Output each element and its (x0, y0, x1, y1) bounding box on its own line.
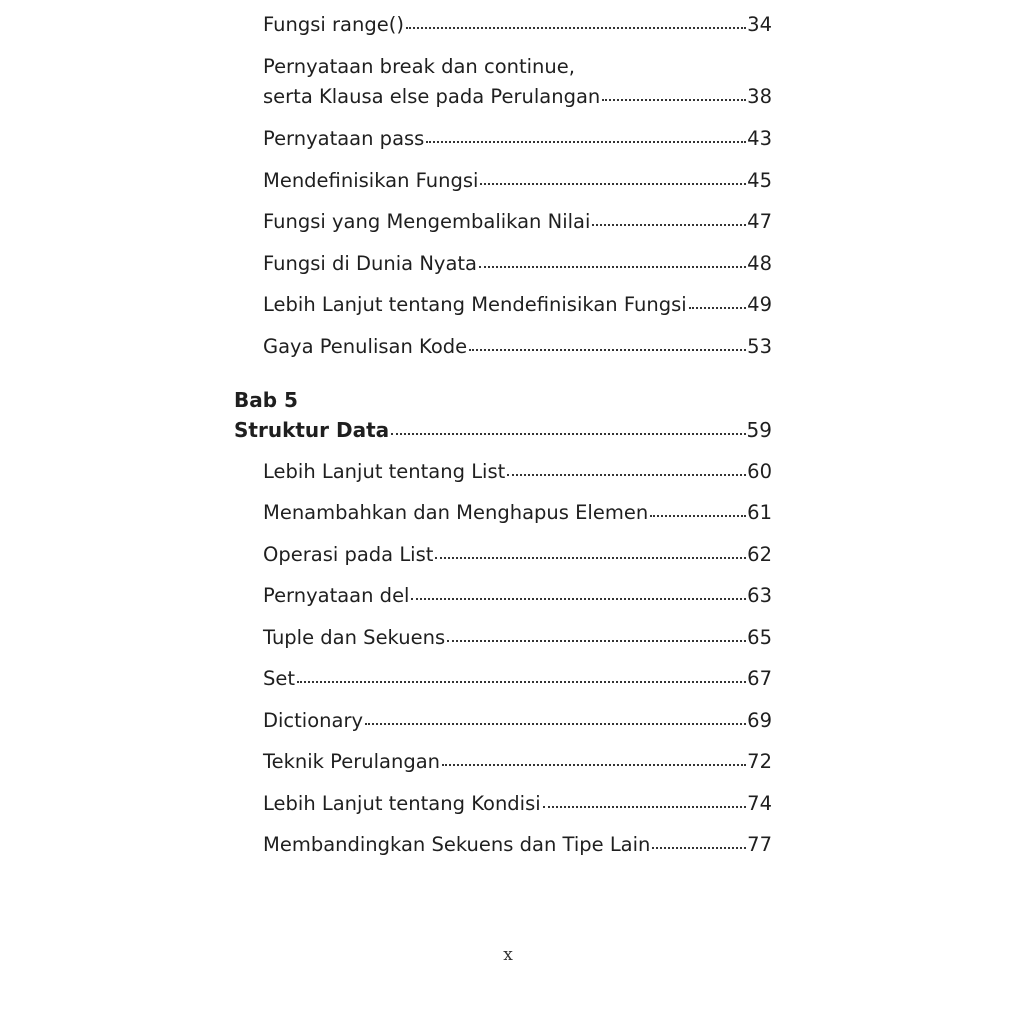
dot-leader (602, 84, 746, 104)
toc-entry-title: Dictionary (263, 709, 364, 732)
toc-entry-page: 72 (747, 750, 772, 773)
toc-entry[interactable] (263, 498, 772, 528)
toc-entry-title: Operasi pada List (263, 543, 434, 566)
toc-entry[interactable] (263, 52, 772, 112)
toc-entry[interactable] (263, 789, 772, 819)
chapter-title: Struktur Data (234, 418, 390, 442)
toc-entry-page: 65 (747, 626, 772, 649)
dot-leader (479, 251, 746, 271)
toc-entry[interactable] (263, 332, 772, 362)
toc-entry-page: 61 (747, 501, 772, 524)
toc-entry[interactable] (263, 166, 772, 196)
page-number: x (503, 945, 513, 965)
toc-entry-title: Set (263, 667, 296, 690)
toc-entry[interactable] (263, 540, 772, 570)
toc-entry[interactable] (263, 124, 772, 154)
toc-entry-title: Menambahkan dan Menghapus Elemen (263, 501, 649, 524)
toc-entry-title: Fungsi range() (263, 13, 404, 36)
dot-leader (426, 126, 746, 146)
dot-leader (411, 583, 746, 603)
toc-entry[interactable] (263, 249, 772, 279)
toc-entry-title: Pernyataan pass (263, 127, 425, 150)
dot-leader (365, 708, 746, 728)
toc-entry-title: Lebih Lanjut tentang Kondisi (263, 792, 541, 815)
toc-entry-title: Gaya Penulisan Kode (263, 335, 468, 358)
toc-entry-title: Teknik Perulangan (263, 750, 441, 773)
toc-entry-page: 69 (747, 709, 772, 732)
dot-leader (592, 209, 746, 229)
dot-leader (297, 666, 746, 686)
toc-entry-title: serta Klausa else pada Perulangan (263, 85, 601, 108)
dot-leader (689, 292, 747, 312)
toc-entry-page: 67 (747, 667, 772, 690)
toc-entry-title: Pernyataan del (263, 584, 410, 607)
dot-leader (435, 542, 746, 562)
dot-leader (406, 12, 746, 32)
toc-entry-page: 63 (747, 584, 772, 607)
toc-entry-page: 77 (747, 833, 772, 856)
dot-leader (391, 417, 745, 437)
toc-entry-title: Lebih Lanjut tentang List (263, 460, 506, 483)
toc-entry-title: Mendefinisikan Fungsi (263, 169, 479, 192)
toc-entry-title: Fungsi di Dunia Nyata (263, 252, 477, 275)
toc-entry[interactable] (263, 457, 772, 487)
toc-entry-title: Fungsi yang Mengembalikan Nilai (263, 210, 591, 233)
toc-entry-title: Lebih Lanjut tentang Mendefinisikan Fungsi (263, 293, 687, 316)
toc-entry-page: 48 (747, 252, 772, 275)
toc-entry-page: 49 (747, 293, 772, 316)
dot-leader (652, 832, 746, 852)
dot-leader (447, 625, 746, 645)
toc-entry-title: Tuple dan Sekuens (263, 626, 446, 649)
toc-entry[interactable] (263, 623, 772, 653)
dot-leader (650, 500, 746, 520)
chapter-page: 59 (746, 418, 772, 442)
dot-leader (442, 749, 746, 769)
toc-entry-page: 47 (747, 210, 772, 233)
chapter-label: Bab 5 (234, 388, 298, 412)
toc-entry[interactable] (263, 290, 772, 320)
dot-leader (543, 791, 746, 811)
toc-entry-page: 53 (747, 335, 772, 358)
toc-entry-page: 34 (747, 13, 772, 36)
dot-leader (469, 334, 746, 354)
toc-entry[interactable] (263, 581, 772, 611)
toc-entry[interactable] (263, 830, 772, 860)
toc-entry-page: 45 (747, 169, 772, 192)
toc-entry-page: 38 (747, 85, 772, 108)
toc-entry[interactable] (263, 10, 772, 40)
toc-entry-title: Membandingkan Sekuens dan Tipe Lain (263, 833, 651, 856)
toc-entry[interactable] (263, 207, 772, 237)
chapter-heading[interactable] (234, 415, 772, 445)
dot-leader (507, 459, 746, 479)
toc-entry[interactable] (263, 706, 772, 736)
toc-entry[interactable] (263, 664, 772, 694)
toc-entry[interactable] (263, 747, 772, 777)
toc-entry-page: 43 (747, 127, 772, 150)
toc-entry-page: 62 (747, 543, 772, 566)
toc-entry-title-line1: Pernyataan break dan continue, (263, 55, 575, 78)
dot-leader (480, 168, 746, 188)
toc-entry-page: 74 (747, 792, 772, 815)
toc-entry-page: 60 (747, 460, 772, 483)
